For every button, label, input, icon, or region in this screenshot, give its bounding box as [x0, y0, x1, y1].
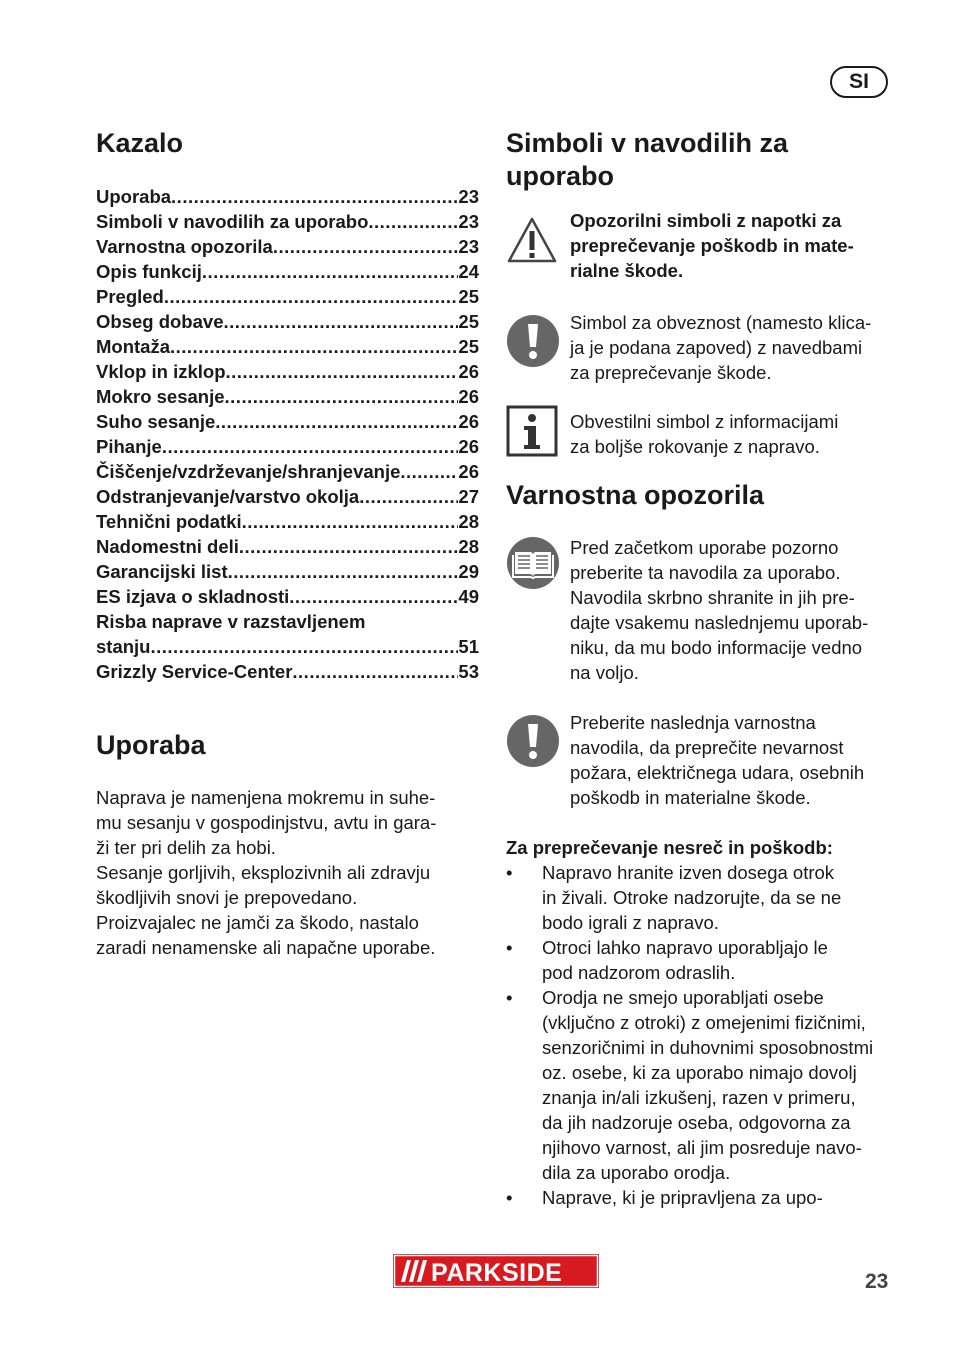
- toc-leader: [150, 634, 458, 659]
- text-line: senzoričnimi in duhovnimi sposobnostmi: [542, 1037, 874, 1058]
- text-line: Navodila skrbno shranite in jih pre-: [570, 587, 855, 608]
- toc-entry-page: 28: [458, 511, 479, 532]
- toc-entry-title: Montaža: [96, 336, 170, 357]
- bullet-dot: •: [506, 987, 513, 1008]
- toc-leader: [368, 209, 458, 234]
- uporaba-paragraph: [96, 785, 479, 960]
- table-of-contents: [96, 184, 479, 684]
- toc-entry[interactable]: [96, 334, 479, 359]
- text-line: preberite ta navodila za uporabo.: [570, 562, 841, 583]
- toc-entry-title: Uporaba: [96, 186, 172, 207]
- toc-entry-page: 26: [458, 436, 479, 457]
- toc-entry[interactable]: [96, 234, 479, 259]
- text-line: in živali. Otroke nadzorujte, da se ne: [542, 887, 842, 908]
- info-symbol-text: [570, 409, 892, 459]
- toc-entry-page: 26: [458, 386, 479, 407]
- read-manual-book-icon: [506, 536, 560, 590]
- toc-entry[interactable]: [96, 534, 479, 559]
- toc-leader: [239, 534, 459, 559]
- text-line: ži ter pri delih za hobi.: [96, 837, 276, 858]
- text-line: škodljivih snovi je prepovedano.: [96, 887, 358, 908]
- bullet-dot: •: [506, 862, 513, 883]
- toc-leader: [225, 384, 459, 409]
- toc-entry-title: Opis funkcij: [96, 261, 202, 282]
- kazalo-heading: Kazalo: [96, 128, 184, 158]
- toc-leader: [273, 234, 459, 259]
- toc-entry[interactable]: [96, 359, 479, 384]
- text-line: Sesanje gorljivih, eksplozivnih ali zdravju: [96, 862, 431, 883]
- toc-leader: [170, 334, 458, 359]
- text-line: zaradi nenamenske ali napačne uporabe.: [96, 937, 436, 958]
- heading-line: uporabo: [506, 161, 614, 191]
- text-line: Napravo hranite izven dosega otrok: [542, 862, 835, 883]
- text-line: (vključno z otroki) z omejenimi fizičnimi,: [542, 1012, 866, 1033]
- text-line: navodila, da preprečite nevarnost: [570, 737, 844, 758]
- text-line: Naprave, ki je pripravljena za upo-: [542, 1187, 823, 1208]
- toc-entry[interactable]: [96, 209, 479, 234]
- varnostna-heading: Varnostna opozorila: [506, 480, 765, 510]
- text-line: dajte vsakemu naslednjemu uporab-: [570, 612, 869, 633]
- toc-leader: [228, 559, 459, 584]
- toc-entry-title: ES izjava o skladnosti: [96, 586, 290, 607]
- text-line: ja je podana zapoved) z navedbami: [570, 337, 863, 358]
- toc-entry-service-center[interactable]: [96, 659, 479, 684]
- toc-leader: [171, 184, 458, 209]
- toc-leader: [162, 434, 459, 459]
- bullet-item: [506, 935, 890, 985]
- toc-entry[interactable]: [96, 509, 479, 534]
- toc-entry-title: Pihanje: [96, 436, 162, 457]
- toc-entry-page: 28: [458, 536, 479, 557]
- toc-entry-page: 51: [458, 636, 479, 657]
- mandatory-exclamation-icon: [506, 714, 560, 768]
- toc-entry-title: Odstranjevanje/varstvo okolja: [96, 486, 360, 507]
- safety-symbol-text: [570, 710, 892, 810]
- page-number: 23: [865, 1270, 889, 1293]
- toc-entry-page: 23: [458, 211, 479, 232]
- simboli-heading: [506, 127, 788, 193]
- toc-entry[interactable]: [96, 284, 479, 309]
- toc-entry-title: Grizzly Service-Center: [96, 661, 293, 682]
- toc-entry-page: 25: [458, 311, 479, 332]
- toc-entry-page: 26: [458, 411, 479, 432]
- text-line: znanja in/ali izkušenj, razen v primeru,: [542, 1087, 856, 1108]
- toc-entry-title: Simboli v navodilih za uporabo: [96, 211, 369, 232]
- text-line: za boljše rokovanje z napravo.: [570, 436, 820, 457]
- toc-entry[interactable]: [96, 259, 479, 284]
- toc-leader: [202, 259, 459, 284]
- toc-entry-page: 23: [458, 186, 479, 207]
- text-line: preprečevanje poškodb in mate-: [570, 235, 854, 256]
- text-line: Simbol za obveznost (namesto klica-: [570, 312, 872, 333]
- toc-leader: [292, 659, 458, 684]
- text-line: Otroci lahko napravo uporabljajo le: [542, 937, 828, 958]
- text-line: rialne škode.: [570, 260, 684, 281]
- text-line: Obvestilni simbol z informacijami: [570, 411, 839, 432]
- text-line: Opozorilni simboli z napotki za: [570, 210, 842, 231]
- toc-entry[interactable]: [96, 384, 479, 409]
- toc-entry-page: 29: [458, 561, 479, 582]
- text-line: Pred začetkom uporabe pozorno: [570, 537, 839, 558]
- mandatory-exclamation-icon: [506, 314, 560, 368]
- toc-entry[interactable]: [96, 434, 479, 459]
- toc-entry-title: Varnostna opozorila: [96, 236, 273, 257]
- toc-leader: [289, 584, 458, 609]
- text-line: dila za uporabo orodja.: [542, 1162, 731, 1183]
- text-line: za preprečevanje škode.: [570, 362, 772, 383]
- bullet-item: [506, 1185, 890, 1210]
- bullet-dot: •: [506, 937, 513, 958]
- info-icon: [506, 405, 558, 457]
- toc-leader: [164, 284, 459, 309]
- text-line: da jih nadzoruje oseba, odgovorna za: [542, 1112, 851, 1133]
- toc-entry-risba[interactable]: [96, 634, 479, 659]
- safety-bullet-list: [506, 860, 890, 1210]
- toc-entry[interactable]: [96, 459, 479, 484]
- toc-entry-title: Vklop in izklop: [96, 361, 226, 382]
- parkside-logo: [393, 1254, 599, 1288]
- text-line: poškodb in materialne škode.: [570, 787, 811, 808]
- toc-leader: [215, 409, 458, 434]
- toc-entry-page: 26: [458, 361, 479, 382]
- toc-entry[interactable]: [96, 584, 479, 609]
- toc-entry-title: Nadomestni deli: [96, 536, 239, 557]
- uporaba-heading: Uporaba: [96, 730, 206, 760]
- read-manual-text: [570, 535, 892, 685]
- warning-symbol-text: [570, 208, 892, 283]
- toc-leader: [226, 359, 459, 384]
- toc-leader: [223, 309, 458, 334]
- text-line: Naprava je namenjena mokremu in suhe-: [96, 787, 436, 808]
- heading-line: Simboli v navodilih za: [506, 128, 789, 158]
- toc-leader: [242, 509, 459, 534]
- toc-entry-page: 27: [458, 486, 479, 507]
- text-line: Proizvajalec ne jamči za škodo, nastalo: [96, 912, 419, 933]
- toc-entry-title: Mokro sesanje: [96, 386, 225, 407]
- toc-entry-page: 49: [458, 586, 479, 607]
- toc-entry-risba-line1[interactable]: Risba naprave v razstavljenem: [96, 611, 366, 632]
- brand-text: PARKSIDE: [431, 1259, 563, 1287]
- warning-triangle-icon: [506, 216, 558, 264]
- mandatory-symbol-text: [570, 310, 892, 385]
- toc-entry-page: 24: [458, 261, 479, 282]
- toc-entry-title: Garancijski list: [96, 561, 228, 582]
- toc-entry[interactable]: [96, 309, 479, 334]
- toc-entry-title: Suho sesanje: [96, 411, 216, 432]
- bullet-item: [506, 985, 890, 1185]
- text-line: mu sesanju v gospodinjstvu, avtu in gara-: [96, 812, 437, 833]
- language-badge: SI: [830, 66, 888, 98]
- toc-entry[interactable]: [96, 409, 479, 434]
- toc-entry-page: 23: [458, 236, 479, 257]
- toc-entry-title: stanju: [96, 636, 151, 657]
- accident-prevention-subheading: Za preprečevanje nesreč in poškodb:: [506, 837, 833, 858]
- text-line: njihovo varnost, ali jim posreduje navo-: [542, 1137, 862, 1158]
- text-line: bodo igrali z napravo.: [542, 912, 719, 933]
- toc-entry-page: 53: [458, 661, 479, 682]
- toc-entry[interactable]: [96, 184, 479, 209]
- toc-entry-title: Čiščenje/vzdrževanje/shranjevanje: [96, 461, 401, 482]
- text-line: Preberite naslednja varnostna: [570, 712, 816, 733]
- text-line: pod nadzorom odraslih.: [542, 962, 736, 983]
- toc-entry-page: 26: [458, 461, 479, 482]
- toc-entry-page: 25: [458, 286, 479, 307]
- bullet-item: [506, 860, 890, 935]
- text-line: požara, električnega udara, osebnih: [570, 762, 865, 783]
- text-line: oz. osebe, ki za uporabo nimajo dovolj: [542, 1062, 857, 1083]
- toc-entry-title: Pregled: [96, 286, 164, 307]
- toc-entry[interactable]: [96, 559, 479, 584]
- toc-entry-page: 25: [458, 336, 479, 357]
- toc-leader: [400, 459, 458, 484]
- toc-entry-title: Obseg dobave: [96, 311, 224, 332]
- toc-leader: [359, 484, 458, 509]
- text-line: Orodja ne smejo uporabljati osebe: [542, 987, 824, 1008]
- bullet-dot: •: [506, 1187, 513, 1208]
- toc-entry-title: Tehnični podatki: [96, 511, 242, 532]
- text-line: na voljo.: [570, 662, 639, 683]
- text-line: niku, da mu bodo informacije vedno: [570, 637, 863, 658]
- toc-entry[interactable]: [96, 484, 479, 509]
